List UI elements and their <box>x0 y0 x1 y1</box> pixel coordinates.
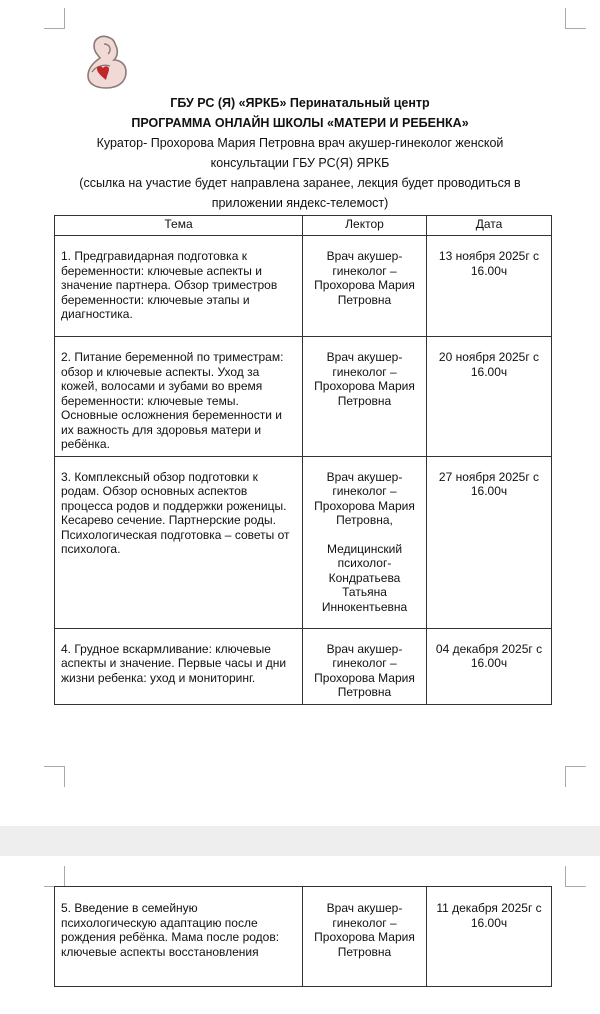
table-row <box>55 456 552 628</box>
document-header <box>40 93 560 213</box>
date-cell: 11 декабря 2025г с 16.00ч <box>427 887 552 987</box>
date-cell: 04 декабря 2025г с 16.00ч <box>427 628 552 704</box>
table-row <box>55 236 552 337</box>
crop-mark-top-right <box>565 8 586 29</box>
org-title: ГБУ РС (Я) «ЯРКБ» Перинатальный центр <box>170 96 430 110</box>
date-cell: 20 ноября 2025г с 16.00ч <box>427 337 552 457</box>
column-header-lector: Лектор <box>303 216 427 236</box>
date-cell: 27 ноября 2025г с 16.00ч <box>427 456 552 628</box>
lector-cell: Врач акушер-гинеколог – Прохорова Мария Петровна <box>303 887 427 987</box>
topic-cell: 2. Питание беременной по триместрам: обзор и ключевые аспекты. Уход за кожей, волосами и зубами во время беременности: ключевые темы. Основные осложнения беременности и их важность для здоровья матери и ребёнка. <box>55 337 303 457</box>
column-header-date: Дата <box>427 216 552 236</box>
topic-cell: 4. Грудное вскармливание: ключевые аспекты и значение. Первые часы и дни жизни ребенка: уход и мониторинг. <box>55 628 303 704</box>
page-separator <box>0 826 600 856</box>
lector-name-2: Медицинский психолог-Кондратьева Татьяна Иннокентьевна <box>321 541 408 614</box>
column-header-topic: Тема <box>55 216 303 236</box>
lector-cell: Врач акушер-гинеколог – Прохорова Мария Петровна <box>303 236 427 337</box>
crop-mark-bottom-right <box>565 766 586 787</box>
schedule-table-continued <box>54 886 552 987</box>
topic-cell: 3. Комплексный обзор подготовки к родам. Обзор основных аспектов процесса родов и поддержки роженицы. Кесарево сечение. Партнерские роды. Психологическая подготовка – советы от психолога. <box>55 456 303 628</box>
table-row <box>55 887 552 987</box>
curator-line-2: консультации ГБУ РС(Я) ЯРКБ <box>210 156 390 170</box>
note-line-2: приложении яндекс-телемост) <box>211 196 389 210</box>
curator-line-1: Куратор- Прохорова Мария Петровна врач акушер-гинеколог женской <box>96 136 504 150</box>
lector-cell: Врач акушер-гинеколог – Прохорова Мария Петровна <box>303 337 427 457</box>
crop-mark-top-right <box>565 866 586 887</box>
lector-cell: Врач акушер-гинеколог – Прохорова Мария Петровна <box>303 628 427 704</box>
table-row <box>55 628 552 704</box>
crop-mark-bottom-left <box>44 766 65 787</box>
lector-name-1: Врач акушер-гинеколог – Прохорова Мария Петровна, <box>314 469 415 527</box>
topic-cell: 1. Предгравидарная подготовка к беременности: ключевые аспекты и значение партнера. Обзор триместров беременности: ключевые этапы и диагностика. <box>55 236 303 337</box>
program-title: ПРОГРАММА ОНЛАЙН ШКОЛЫ «МАТЕРИ И РЕБЕНКА» <box>131 116 469 130</box>
topic-cell: 5. Введение в семейную психологическую адаптацию после рождения ребёнка. Мама после родов: ключевые аспекты восстановления <box>55 887 303 987</box>
note-line-1: (ссылка на участие будет направлена заранее, лекция будет проводиться в <box>79 176 521 190</box>
crop-mark-top-left <box>44 866 65 887</box>
document-page-2 <box>0 856 600 1014</box>
table-header-row <box>55 216 552 236</box>
date-cell: 13 ноября 2025г с 16.00ч <box>427 236 552 337</box>
table-row <box>55 337 552 457</box>
schedule-table <box>54 215 552 705</box>
perinatal-center-logo <box>80 32 132 90</box>
lector-cell <box>303 456 427 628</box>
crop-mark-top-left <box>44 8 65 29</box>
